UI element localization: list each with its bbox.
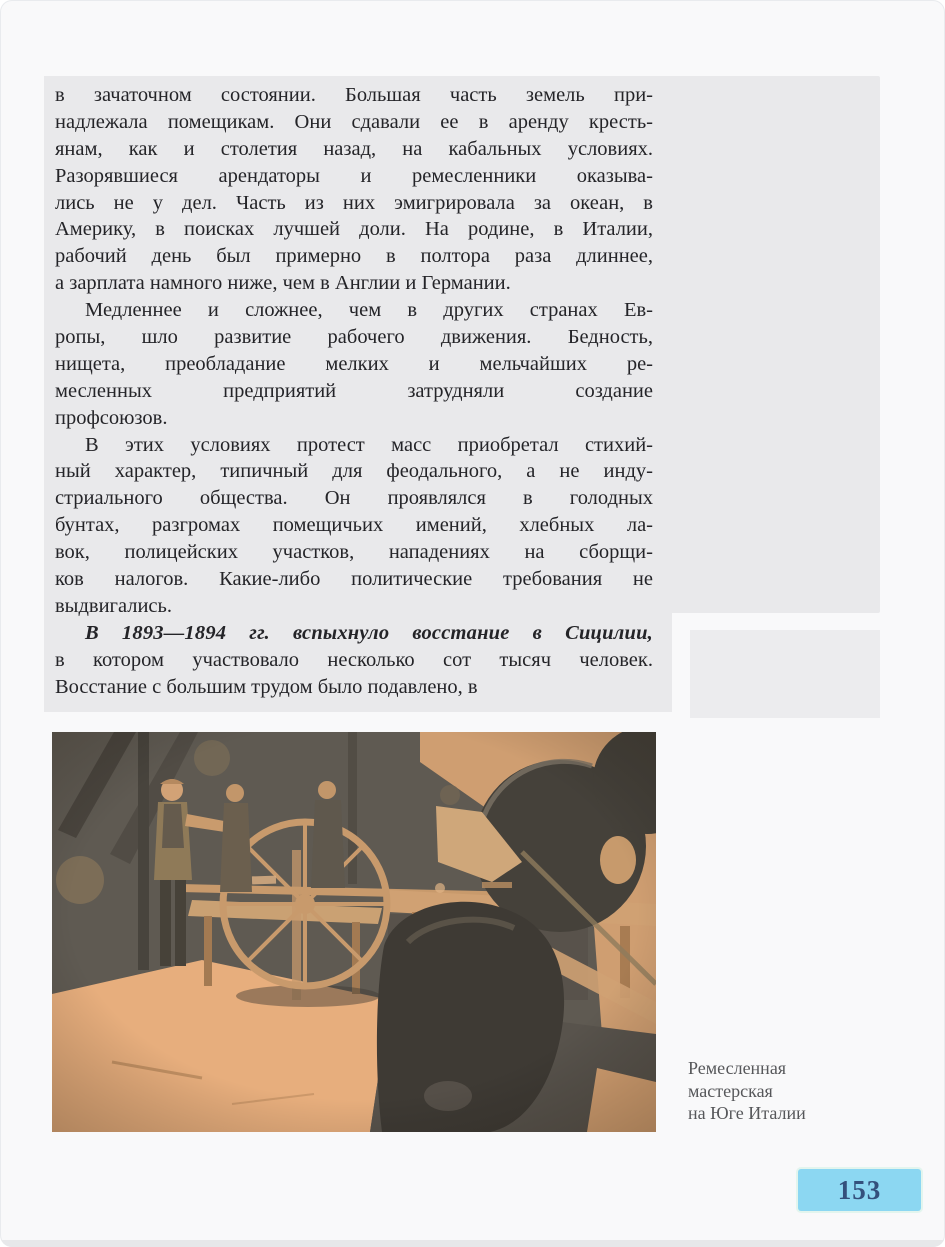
page-bottom-edge	[0, 1240, 945, 1247]
text-line: В этих условиях протест масс приобретал стихий-	[85, 433, 653, 456]
text-line: надлежала помещикам. Они сдавали ее в аренду кресть-	[55, 110, 653, 133]
page-number: 153	[837, 1174, 882, 1205]
text-line: профсоюзов.	[55, 406, 168, 429]
text-line: Разорявшиеся арендаторы и ремесленники оказыва-	[55, 164, 653, 187]
text-line: вок, полицейских участков, нападениях на сборщи-	[55, 541, 653, 564]
text-line: Америку, в поисках лучшей доли. На родине, в Италии,	[55, 218, 653, 241]
text-line: В 1893—1894 гг. вспыхнуло восстание в Сицилии,	[85, 621, 653, 644]
text-line: стриального общества. Он проявлялся в голодных	[55, 487, 653, 510]
scan-shading-right-lower	[690, 630, 880, 718]
caption-line: на Юге Италии	[688, 1103, 806, 1123]
caption-line: мастерская	[688, 1080, 773, 1101]
text-line: ный характер, типичный для феодального, а не инду-	[55, 460, 653, 483]
text-column	[55, 82, 653, 700]
workshop-photo	[52, 732, 656, 1132]
text-line: янам, как и столетия назад, на кабальных условиях.	[55, 137, 653, 160]
text-line: в зачаточном состоянии. Большая часть земель при-	[55, 84, 653, 106]
text-line: нищета, преобладание мелких и мельчайших ре-	[55, 352, 653, 375]
text-line: лись не у дел. Часть из них эмигрировала за океан, в	[55, 191, 653, 214]
scan-shading-right	[672, 76, 880, 613]
text-line: выдвигались.	[55, 594, 172, 617]
text-line: а зарплата намного ниже, чем в Англии и Германии.	[55, 272, 511, 295]
photo-caption	[688, 1057, 888, 1125]
photo-vignette	[52, 732, 656, 1132]
text-line: Медленнее и сложнее, чем в других странах Ев-	[85, 299, 653, 322]
text-line: Восстание с большим трудом было подавлено, в	[55, 675, 478, 698]
caption-line: Ремесленная	[688, 1058, 787, 1078]
text-line: ков налогов. Какие-либо политические требования не	[55, 568, 653, 591]
page-number-badge	[798, 1169, 921, 1211]
text-line: ропы, шло развитие рабочего движения. Бедность,	[55, 326, 653, 349]
text-line: рабочий день был примерно в полтора раза длиннее,	[55, 245, 653, 268]
text-line: месленных предприятий затрудняли создание	[55, 379, 653, 402]
text-line: в котором участвовало несколько сот тысяч человек.	[55, 648, 653, 671]
text-line: бунтах, разгромах помещичьих имений, хлебных ла-	[55, 514, 653, 537]
